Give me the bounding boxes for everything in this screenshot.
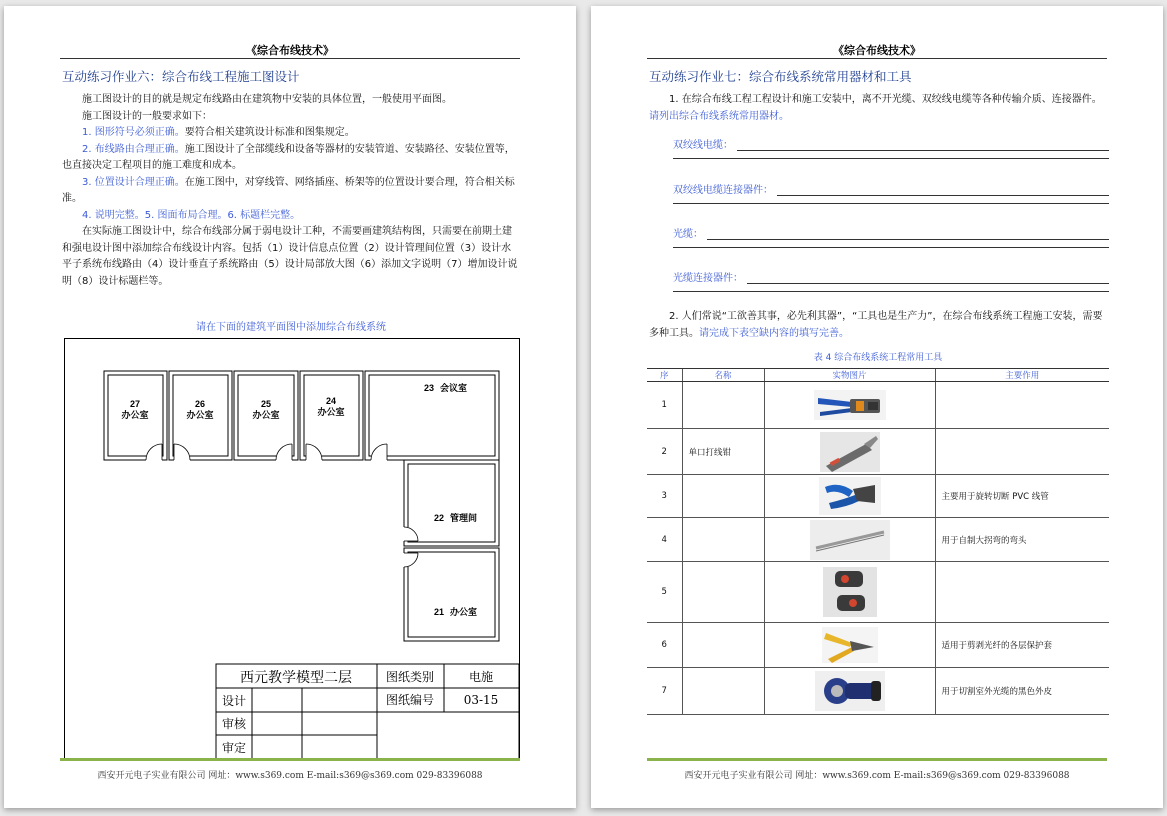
room-22-walls [404,460,499,546]
row-no: 2 [647,429,682,475]
left-page [4,6,576,808]
title-block-review: 审核 [221,717,247,731]
row-no: 1 [647,382,682,429]
requirement-3-text: 在施工图中，对穿线管、网络插座、桥架等的位置设计要合理，符合相关标准。 [62,176,515,204]
row-photo-cell [764,562,935,623]
field-label: 光缆： [673,229,703,240]
room-21-walls [404,548,499,641]
field-blank-line[interactable] [673,158,1109,159]
field-blank-line[interactable] [673,247,1109,248]
row-photo-cell [764,668,935,715]
field-blank-line[interactable] [673,291,1109,292]
table-caption: 表 4 综合布线系统工程常用工具 [813,353,943,363]
row-no: 5 [647,562,682,623]
table-row [647,668,1109,715]
intro-paragraph-1: 施工图设计的目的就是规定布线路由在建筑物中安装的具体位置，一般使用平面图。 [82,94,452,105]
row-no: 4 [647,518,682,562]
field-blank-line[interactable] [673,203,1109,204]
requirement-3 [62,175,520,208]
tools-table [647,368,1109,715]
section-title-6: 互动练习作业六：综合布线工程施工图设计 [62,69,300,84]
requirement-2-text: 施工图设计了全部缆线和设备等器材的安装管道、安装路径、安装位置等，也直接决定工程项目的施工难度和成本。 [62,143,515,171]
punch-down-tool-icon [820,432,880,472]
table-row [647,429,1109,475]
title-block-design: 设计 [221,694,247,708]
title-block-project: 西元教学模型二层 [240,670,352,686]
table-header-row [647,369,1109,382]
room-22-number: 22 [434,513,445,523]
row-use-cell: 用于自制大拐弯的弯头 [935,518,1109,562]
field-fiber-connectors[interactable] [673,269,1109,284]
header-rule [647,58,1107,59]
room-22-name: 管理间 [450,513,478,523]
requirement-1-heading: 1. 图形符号必须正确。 [82,127,185,138]
col-header-no: 序 [647,369,682,382]
row-photo-cell [764,429,935,475]
row-use-cell[interactable] [935,562,1109,623]
row-photo-cell [764,518,935,562]
floor-plan-caption: 请在下面的建筑平面图中添加综合布线系统 [196,322,386,333]
col-header-name: 名称 [682,369,764,382]
room-21-name: 办公室 [450,607,478,617]
row-name-cell: 单口打线钳 [682,429,764,475]
requirement-4-6: 4. 说明完整。5. 图面布局合理。6. 标题栏完整。 [82,209,301,221]
title-block-no-label: 图纸编号 [385,693,435,707]
row-name-cell[interactable] [682,382,764,429]
room-24-name: 办公室 [317,407,345,417]
pvc-pipe-cutter-icon [819,477,881,515]
requirement-2-heading: 2. 布线路由合理正确。 [82,143,185,155]
fiber-stripper-icon [822,627,878,663]
spring-bender-icon [810,520,890,560]
question-1-text: 1. 在综合布线工程工程设计和施工安装中，离不开光缆、双绞线电缆等各种传输介质、连接器件。 [669,94,1102,105]
header-rule [60,58,520,59]
room-26-name: 办公室 [186,410,214,420]
col-header-use: 主要作用 [935,369,1109,382]
field-fiber-cable[interactable] [673,225,1109,240]
section-title-7: 互动练习作业七：综合布线系统常用器材和工具 [649,69,912,84]
table-row [647,562,1109,623]
question-2-instruction: 请完成下表空缺内容的填写完善。 [699,327,849,339]
cable-cutter-icon [815,671,885,711]
row-use-cell[interactable] [935,382,1109,429]
title-block-type-label: 图纸类别 [385,670,435,684]
footer-text: 西安开元电子实业有限公司 网址：www.s369.com E-mail:s369@s369.com 029-83396088 [684,771,1070,781]
row-photo-cell [764,623,935,668]
row-name-cell[interactable] [682,475,764,518]
table-row [647,623,1109,668]
row-name-cell[interactable] [682,562,764,623]
question-2-text: 2. 人们常说“工欲善其事，必先利其器”，“工具也是生产力”，在综合布线系统工程施工安装，需要多种工具。 [649,311,1103,339]
row-name-cell[interactable] [682,518,764,562]
row-use-cell: 适用于剪剥光纤的各层保护套 [935,623,1109,668]
title-block-no-value: 03-15 [463,693,499,707]
requirement-1 [62,125,520,142]
table-row [647,518,1109,562]
left-body [62,92,520,290]
col-header-photo: 实物图片 [764,369,935,382]
row-use-cell[interactable] [935,429,1109,475]
table-row [647,382,1109,429]
field-label: 光缆连接器件： [673,273,743,284]
row-name-cell[interactable] [682,623,764,668]
row-no: 7 [647,668,682,715]
row-use-cell: 用于切割室外光缆的黑色外皮 [935,668,1109,715]
requirement-1-text: 要符合相关建筑设计标准和图集规定。 [184,127,355,138]
footer-rule [60,758,520,761]
field-label: 双绞线电缆连接器件： [673,185,773,196]
room-27-number: 27 [129,399,141,409]
field-twisted-pair-connectors[interactable] [673,181,1109,196]
header-title: 《综合布线技术》 [833,44,921,57]
room-23-name: 会议室 [440,383,468,393]
room-25-number: 25 [260,399,272,409]
floor-plan [64,338,520,760]
cable-strippers-icon [823,567,877,617]
row-use-cell: 主要用于旋转切断 PVC 线管 [935,475,1109,518]
row-no: 6 [647,623,682,668]
row-name-cell[interactable] [682,668,764,715]
right-page [591,6,1163,808]
crimping-tool-icon [814,390,886,420]
field-twisted-pair-cable[interactable] [673,136,1109,151]
title-block-type-value: 电施 [468,670,494,684]
question-1-instruction: 请列出综合布线系统常用器材。 [649,110,789,122]
question-2 [649,309,1107,342]
room-27-name: 办公室 [121,410,149,420]
title-block-approve: 审定 [221,741,247,755]
room-25-name: 办公室 [252,410,280,420]
intro-paragraph-2: 施工图设计的一般要求如下： [82,110,212,122]
requirement-3-heading: 3. 位置设计合理正确。 [82,176,185,188]
row-no: 3 [647,475,682,518]
question-1 [649,92,1107,125]
row-photo-cell [764,475,935,518]
room-23-number: 23 [424,383,435,393]
table-row [647,475,1109,518]
footer-text: 西安开元电子实业有限公司 网址：www.s369.com E-mail:s369@s369.com 029-83396088 [97,771,483,781]
actual-design-paragraph: 在实际施工图设计中，综合布线部分属于弱电设计工种，不需要画建筑结构图，只需要在前期土建和强电设计图中添加综合布线设计内容。包括（1）设计信息点位置（2）设计管理间位置（3）设计水平子系统布线路由（4）设计垂直子系统路由（5）设计局部放大图（6）添加文字说明（7）增加设计说明（8）设计标题栏等。 [62,226,518,287]
header-title: 《综合布线技术》 [246,44,334,57]
field-label: 双绞线电缆： [673,140,733,151]
room-24-number: 24 [325,396,337,406]
room-21-number: 21 [434,607,445,617]
footer-rule [647,758,1107,761]
room-26-number: 26 [194,399,206,409]
row-photo-cell [764,382,935,429]
requirement-2 [62,142,520,175]
